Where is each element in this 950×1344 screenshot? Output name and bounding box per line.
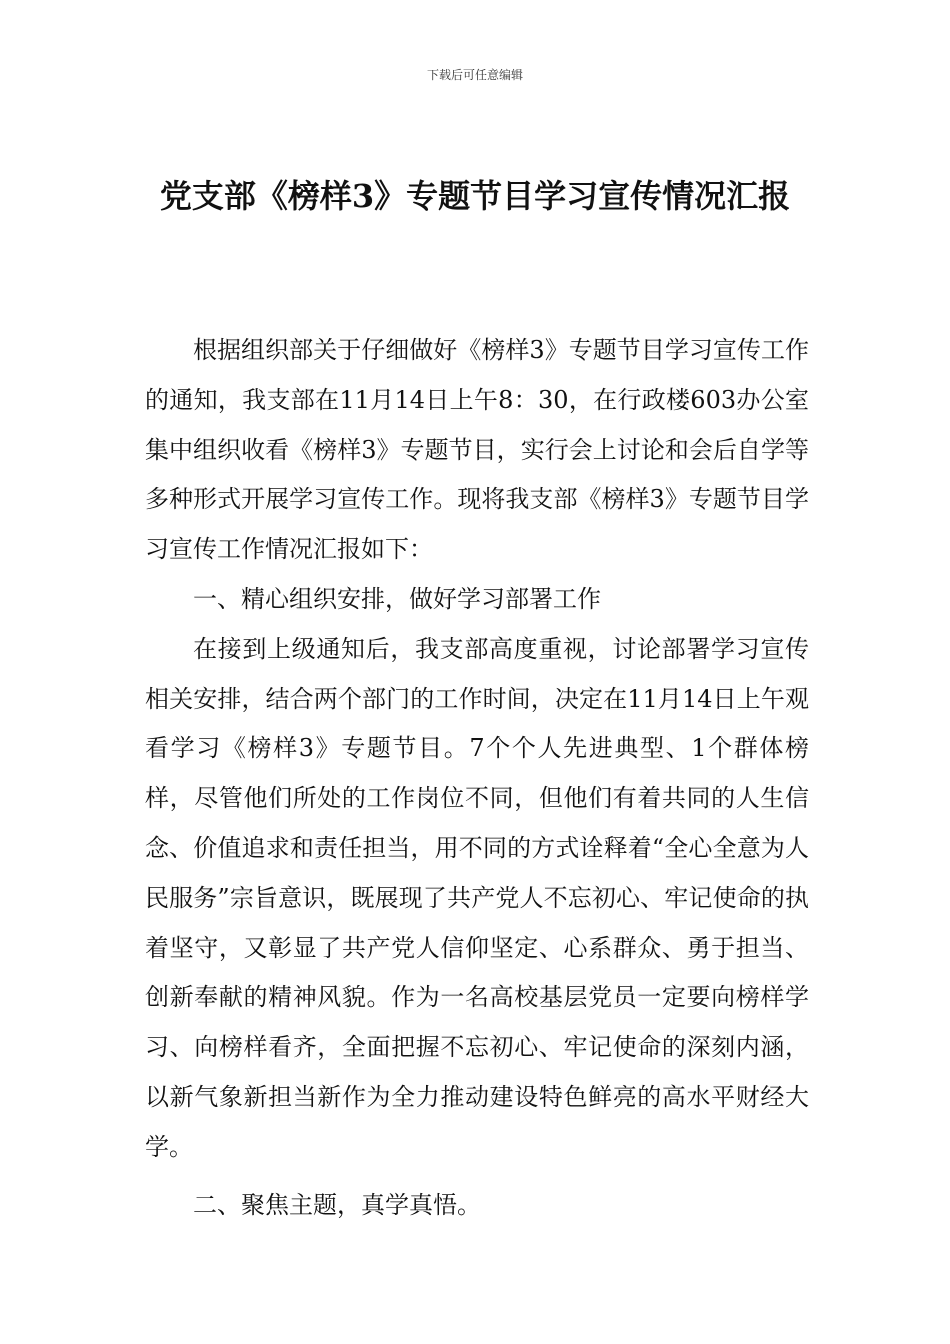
document-title: 党支部《榜样3》专题节目学习宣传情况汇报 [159, 177, 791, 215]
section-heading-2: 二、聚焦主题，真学真悟。 [193, 1190, 481, 1219]
paragraph-section-1: 在接到上级通知后，我支部高度重视，讨论部署学习宣传相关安排，结合两个部门的工作时间，决定在11月14日上午观看学习《榜样3》专题节目。7个个人先进典型、1个群体榜样，尽管他们所处的工作岗位不同，但他们有着共同的人生信念、价值追求和责任担当，用不同的方式诠释着“全心全意为人民服务”宗旨意识，既展现了共产党人不忘初心、牢记使命的执着坚守，又彰显了共产党人信仰坚定、心系群众、勇于担当、创新奉献的精神风貌。作为一名高校基层党员一定要向榜样学习、向榜样看齐，全面把握不忘初心、牢记使命的深刻内涵，以新气象新担当新作为全力推动建设特色鲜亮的高水平财经大学。 [145, 634, 809, 1161]
section-heading-1: 一、精心组织安排，做好学习部署工作 [193, 584, 601, 613]
page-header-note: 下载后可任意编辑 [426, 68, 523, 82]
paragraph-intro: 根据组织部关于仔细做好《榜样3》专题节目学习宣传工作的通知，我支部在11月14日上午8：30，在行政楼603办公室集中组织收看《榜样3》专题节目，实行会上讨论和会后自学等多种形式开展学习宣传工作。现将我支部《榜样3》专题节目学习宣传工作情况汇报如下： [145, 336, 809, 564]
document-body [145, 326, 809, 1230]
